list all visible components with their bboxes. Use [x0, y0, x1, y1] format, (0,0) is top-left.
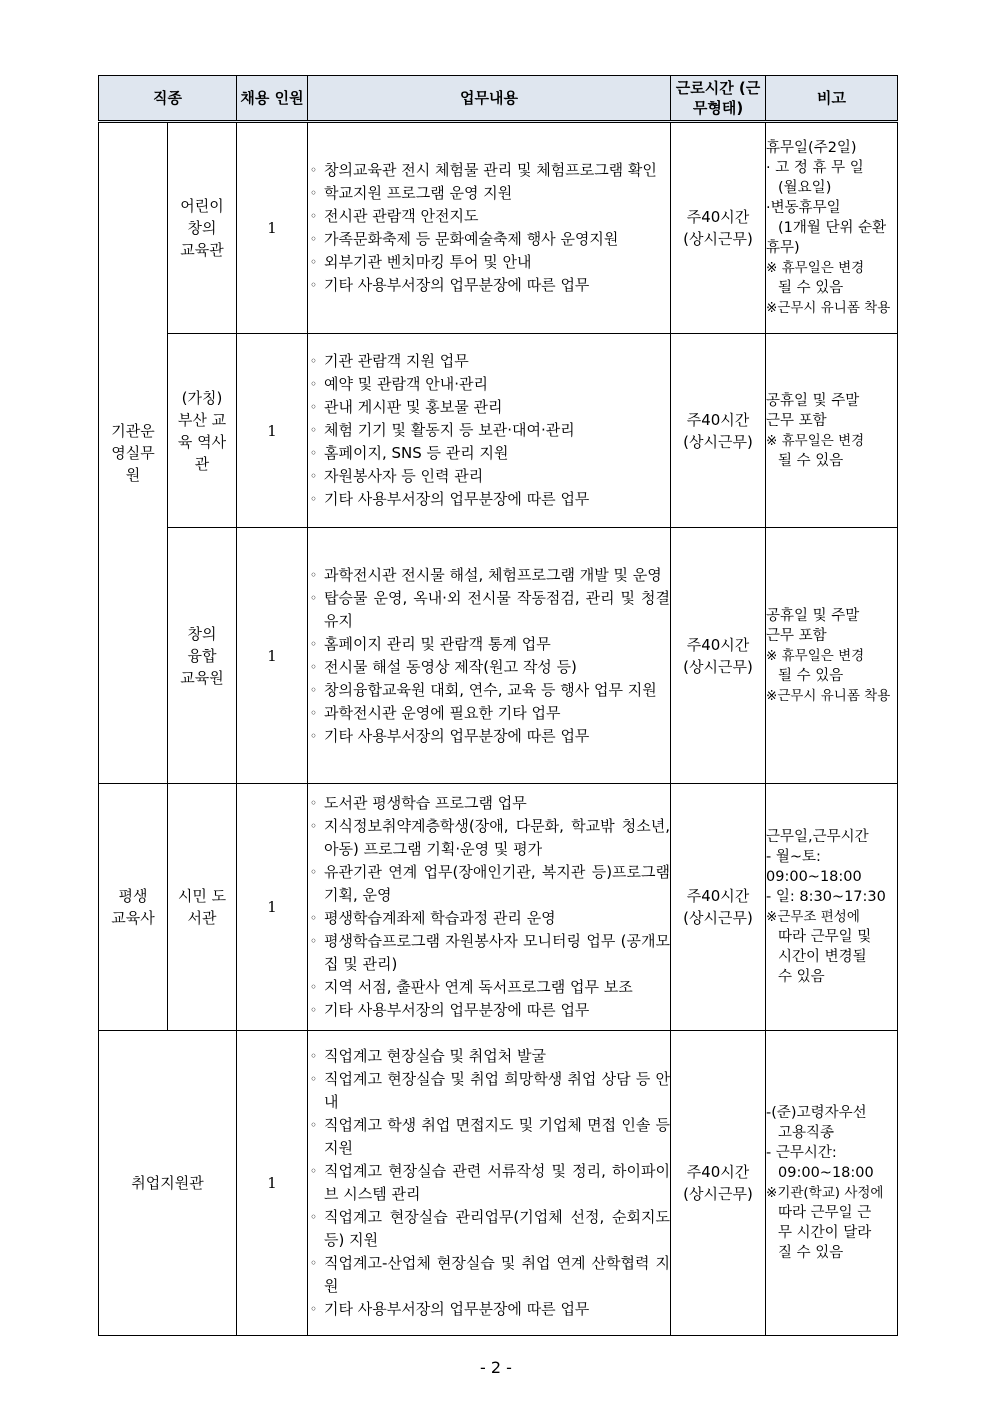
remarks-cell — [766, 122, 898, 334]
table-row — [99, 528, 898, 784]
duty-text: 전시물 해설 동영상 제작(원고 작성 등) — [324, 657, 577, 676]
duty-item — [308, 1298, 670, 1321]
table-row — [99, 334, 898, 528]
duty-item — [308, 1068, 670, 1114]
duty-text: 직업계고 현장실습 관련 서류작성 및 정리, 하이파이브 시스템 관리 — [324, 1162, 671, 1203]
bullet-icon: ◦ — [310, 1256, 318, 1270]
hours-label: 주40시간 (상시근무) — [683, 635, 753, 676]
remark-line: (1개월 단위 순환 — [778, 220, 887, 236]
duty-item — [308, 1045, 670, 1068]
bullet-icon: ◦ — [310, 423, 318, 437]
duty-text: 과학전시관 전시물 해설, 체험프로그램 개발 및 운영 — [324, 565, 662, 584]
bullet-icon: ◦ — [310, 705, 318, 720]
hours-cell — [671, 1031, 766, 1336]
bullet-icon: ◦ — [310, 819, 318, 833]
duty-text: 평생학습계좌제 학습과정 관리 운영 — [324, 909, 556, 927]
duty-item — [308, 488, 670, 511]
header-hire-count: 채용 인원 — [237, 76, 308, 122]
duty-text: 자원봉사자 등 인력 관리 — [324, 467, 484, 485]
bullet-icon: ◦ — [310, 377, 318, 391]
duty-text: 기타 사용부서장의 업무분장에 따른 업무 — [324, 1001, 590, 1019]
duty-item — [308, 633, 670, 656]
bullet-icon: ◦ — [310, 659, 318, 674]
duty-text: 홈페이지 관리 및 관람객 통계 업무 — [324, 634, 551, 653]
bullet-icon: ◦ — [310, 255, 318, 269]
duty-item — [308, 999, 670, 1022]
duties-cell — [308, 122, 671, 334]
duties-cell — [308, 334, 671, 528]
duty-text: 외부기관 벤치마킹 투어 및 안내 — [324, 253, 532, 271]
duty-text: 홈페이지, SNS 등 관리 지원 — [324, 444, 509, 462]
hours-label: 주40시간 (상시근무) — [683, 208, 753, 248]
duty-text: 과학전시관 운영에 필요한 기타 업무 — [324, 703, 561, 722]
count-cell: 1 — [237, 122, 308, 334]
bullet-icon: ◦ — [310, 796, 318, 810]
remark-line: 무 시간이 달라 — [778, 1225, 872, 1241]
remark-line: 근무 포함 — [766, 627, 827, 644]
duty-text: 도서관 평생학습 프로그램 업무 — [324, 794, 527, 812]
bullet-icon: ◦ — [310, 590, 318, 605]
remark-line: 공휴일 및 주말 — [766, 607, 860, 624]
duty-item — [308, 792, 670, 815]
category-label: 평생 교육사 — [111, 887, 155, 927]
bullet-icon: ◦ — [310, 186, 318, 200]
remark-line: 따라 근무일 근 — [778, 1205, 872, 1221]
count-cell: 1 — [237, 1031, 308, 1336]
remark-line: 공휴일 및 주말 — [766, 392, 860, 409]
category-cell — [99, 784, 168, 1031]
remark-line: 질 수 있음 — [778, 1245, 844, 1261]
duty-item — [308, 396, 670, 419]
bullet-icon: ◦ — [310, 492, 318, 506]
remark-line: - 근무시간: — [766, 1145, 837, 1161]
header-work-hours: 근로시간 (근무형태) — [671, 76, 766, 122]
duties-list — [308, 1045, 670, 1321]
hours-cell — [671, 122, 766, 334]
duty-item — [308, 1160, 670, 1206]
sub-label: (가칭) 부산 교육 역사관 — [177, 388, 227, 473]
remark-line: 수 있음 — [778, 969, 825, 985]
remark-line: - 일: 8:30~17:30 — [766, 889, 886, 905]
duty-item — [308, 930, 670, 976]
category-cell: 취업지원관 — [99, 1031, 237, 1336]
duty-text: 가족문화축제 등 문화예술축제 행사 운영지원 — [324, 230, 619, 248]
sub-cell — [168, 122, 237, 334]
remark-line: 시간이 변경될 — [778, 949, 867, 965]
duty-text: 평생학습프로그램 자원봉사자 모니터링 업무 (공개모집 및 관리) — [324, 932, 671, 973]
duties-list — [308, 792, 670, 1022]
duty-item — [308, 205, 670, 228]
duty-text: 직업계고-산업체 현장실습 및 취업 연계 산학협력 지원 — [324, 1254, 671, 1295]
remark-line: 휴무일(주2일) — [766, 140, 857, 156]
remarks-list — [766, 606, 897, 706]
remarks-list — [766, 827, 897, 987]
duty-text: 직업계고 학생 취업 면접지도 및 기업체 면접 인솔 등 지원 — [324, 1116, 671, 1157]
bullet-icon: ◦ — [310, 232, 318, 246]
count-cell: 1 — [237, 528, 308, 784]
remark-line: ※기관(학교) 사정에 — [766, 1185, 884, 1201]
duty-text: 관내 게시판 및 홍보물 관리 — [324, 398, 503, 416]
bullet-icon: ◦ — [310, 163, 318, 177]
duty-item — [308, 251, 670, 274]
duty-text: 창의융합교육원 대회, 연수, 교육 등 행사 업무 지원 — [324, 680, 657, 699]
duty-item — [308, 350, 670, 373]
remark-line: ※근무시 유니폼 착용 — [766, 300, 891, 316]
duty-item — [308, 656, 670, 679]
remarks-cell — [766, 528, 898, 784]
duty-text: 기관 관람객 지원 업무 — [324, 352, 469, 370]
duty-text: 탑승물 운영, 옥내·외 전시물 작동점검, 관리 및 청결 유지 — [324, 588, 671, 630]
bullet-icon: ◦ — [310, 567, 318, 582]
table-row — [99, 1031, 898, 1336]
remark-line: 근무일,근무시간 — [766, 829, 869, 845]
duty-item — [308, 907, 670, 930]
duty-item — [308, 725, 670, 748]
remarks-list — [766, 391, 897, 471]
bullet-icon: ◦ — [310, 1302, 318, 1316]
sub-cell — [168, 334, 237, 528]
duties-list — [308, 159, 670, 297]
bullet-icon: ◦ — [310, 636, 318, 651]
duty-item — [308, 419, 670, 442]
hours-cell — [671, 784, 766, 1031]
duty-text: 전시관 관람객 안전지도 — [324, 207, 479, 225]
duty-text: 기타 사용부서장의 업무분장에 따른 업무 — [324, 276, 590, 294]
duty-item — [308, 976, 670, 999]
header-duties: 업무내용 — [308, 76, 671, 122]
remark-line: ※ 휴무일은 변경 — [766, 432, 865, 449]
remarks-cell — [766, 334, 898, 528]
remark-line: 09:00~18:00 — [778, 1165, 874, 1181]
duties-list — [308, 350, 670, 511]
hours-label: 주40시간 (상시근무) — [683, 1163, 753, 1203]
remark-line: 근무 포함 — [766, 412, 827, 429]
duties-list — [308, 564, 670, 748]
duties-cell — [308, 784, 671, 1031]
bullet-icon: ◦ — [310, 354, 318, 368]
bullet-icon: ◦ — [310, 469, 318, 483]
bullet-icon: ◦ — [310, 682, 318, 697]
bullet-icon: ◦ — [310, 1210, 318, 1224]
sub-cell — [168, 528, 237, 784]
duty-item — [308, 373, 670, 396]
remark-line: · 고 정 휴 무 일 — [766, 160, 864, 176]
duty-text: 유관기관 연계 업무(장애인기관, 복지관 등)프로그램 기획, 운영 — [324, 863, 671, 904]
duty-text: 체험 기기 및 활동지 등 보관·대여·관리 — [324, 421, 575, 439]
duty-item — [308, 1114, 670, 1160]
bullet-icon: ◦ — [310, 728, 318, 743]
duty-item — [308, 159, 670, 182]
sub-cell — [168, 784, 237, 1031]
category-label: 기관운영실무원 — [111, 422, 155, 484]
remark-line: 따라 근무일 및 — [778, 929, 872, 945]
remarks-list — [766, 138, 897, 318]
remark-line: ※ 휴무일은 변경 — [766, 647, 865, 664]
remark-line: 될 수 있음 — [778, 452, 844, 469]
hours-cell — [671, 334, 766, 528]
duty-text: 지식정보취약계층학생(장애, 다문화, 학교밖 청소년, 아동) 프로그램 기획·운영 및 평가 — [324, 817, 671, 858]
bullet-icon: ◦ — [310, 865, 318, 879]
bullet-icon: ◦ — [310, 1072, 318, 1086]
bullet-icon: ◦ — [310, 400, 318, 414]
duty-text: 기타 사용부서장의 업무분장에 따른 업무 — [324, 490, 590, 508]
duty-text: 학교지원 프로그램 운영 지원 — [324, 184, 513, 202]
bullet-icon: ◦ — [310, 980, 318, 994]
remark-line: 고용직종 — [778, 1125, 835, 1141]
remark-line: 될 수 있음 — [778, 667, 844, 684]
remark-line: -(준)고령자우선 — [766, 1105, 867, 1121]
bullet-icon: ◦ — [310, 278, 318, 292]
remark-line: ·변동휴무일 — [766, 200, 841, 216]
duty-text: 창의교육관 전시 체험물 관리 및 체험프로그램 확인 — [324, 161, 657, 179]
remarks-list — [766, 1103, 897, 1263]
remarks-cell — [766, 1031, 898, 1336]
duty-text: 예약 및 관람객 안내·관리 — [324, 375, 488, 393]
header-job-type: 직종 — [99, 76, 237, 122]
bullet-icon: ◦ — [310, 1049, 318, 1063]
bullet-icon: ◦ — [310, 1003, 318, 1017]
remark-line: 휴무) — [766, 240, 800, 256]
duty-item — [308, 587, 670, 633]
duty-item — [308, 442, 670, 465]
duty-text: 직업계고 현장실습 및 취업처 발굴 — [324, 1047, 546, 1065]
count-cell: 1 — [237, 784, 308, 1031]
duty-item — [308, 1206, 670, 1252]
table-row — [99, 122, 898, 334]
remark-line: ※ 휴무일은 변경 — [766, 260, 865, 276]
hours-label: 주40시간 (상시근무) — [683, 887, 753, 927]
hours-label: 주40시간 (상시근무) — [683, 410, 753, 451]
bullet-icon: ◦ — [310, 934, 318, 948]
duty-item — [308, 228, 670, 251]
bullet-icon: ◦ — [310, 1118, 318, 1132]
duty-text: 직업계고 현장실습 관리업무(기업체 선정, 순회지도 등) 지원 — [324, 1208, 671, 1249]
remark-line: - 월~토: 09:00~18:00 — [766, 849, 862, 885]
header-remarks: 비고 — [766, 76, 898, 122]
duty-item — [308, 702, 670, 725]
duty-item — [308, 564, 670, 587]
count-cell: 1 — [237, 334, 308, 528]
page-number: - 2 - — [480, 1358, 512, 1377]
sub-label: 창의 융합 교육원 — [180, 624, 224, 687]
remarks-cell — [766, 784, 898, 1031]
bullet-icon: ◦ — [310, 911, 318, 925]
bullet-icon: ◦ — [310, 1164, 318, 1178]
duty-item — [308, 465, 670, 488]
table-row — [99, 784, 898, 1031]
remark-line: ※근무시 유니폼 착용 — [766, 687, 891, 704]
remark-line: (월요일) — [778, 180, 832, 196]
sub-label: 시민 도서관 — [177, 887, 227, 927]
duty-item — [308, 679, 670, 702]
duties-cell — [308, 1031, 671, 1336]
job-table — [98, 75, 898, 1336]
hours-cell — [671, 528, 766, 784]
remark-line: ※근무조 편성에 — [766, 909, 860, 925]
duty-item — [308, 815, 670, 861]
duty-text: 지역 서점, 출판사 연계 독서프로그램 업무 보조 — [324, 978, 633, 996]
category-cell — [99, 122, 168, 784]
duty-text: 직업계고 현장실습 및 취업 희망학생 취업 상담 등 안내 — [324, 1070, 671, 1111]
duty-item — [308, 1252, 670, 1298]
duties-cell — [308, 528, 671, 784]
duty-item — [308, 182, 670, 205]
bullet-icon: ◦ — [310, 446, 318, 460]
duty-text: 기타 사용부서장의 업무분장에 따른 업무 — [324, 1300, 590, 1318]
remark-line: 될 수 있음 — [778, 280, 844, 296]
sub-label: 어린이 창의 교육관 — [180, 197, 224, 259]
duty-item — [308, 274, 670, 297]
duty-item — [308, 861, 670, 907]
duty-text: 기타 사용부서장의 업무분장에 따른 업무 — [324, 726, 590, 745]
bullet-icon: ◦ — [310, 209, 318, 223]
